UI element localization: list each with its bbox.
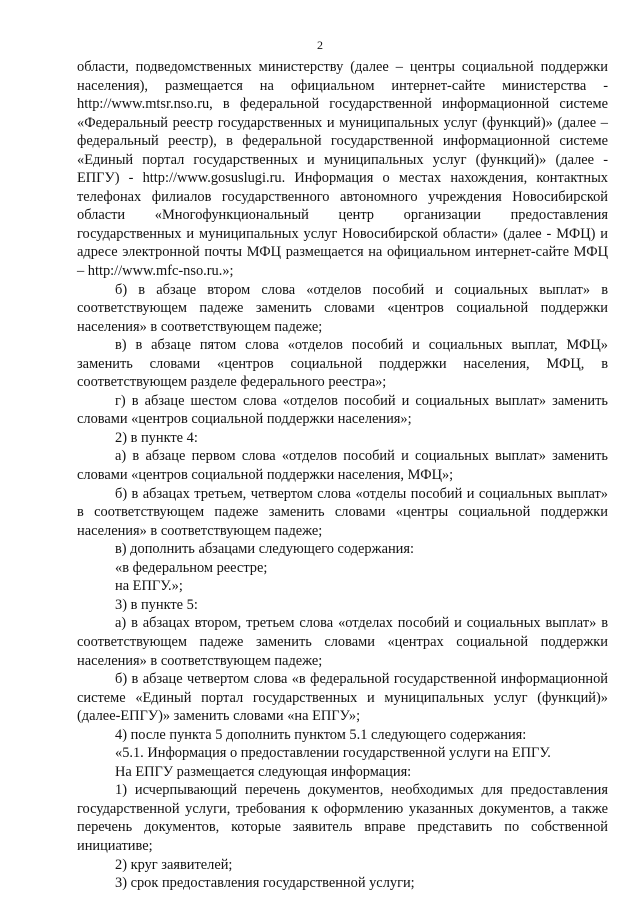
paragraph: 3) срок предоставления государственной услуги; [115,875,415,892]
paragraph: б) в абзацах третьем, четвертом слова «отделы пособий и социальных выплат» в соответствующем падеже заменить словами «центры социальной поддержки населения» в соответствующем падеже; [77,485,608,539]
paragraph: 2) круг заявителей; [115,856,233,873]
paragraph: 1) исчерпывающий перечень документов, необходимых для предоставления государственной услуги, требования к оформлению указанных документов, а также перечень документов, которые заявитель вправе представить по собственной инициативе; [77,782,608,854]
paragraph: в) в абзаце пятом слова «отделов пособий и социальных выплат, МФЦ» заменить словами «центров социальной поддержки населения, МФЦ, в соответствующем разделе федерального реестра»; [77,337,608,391]
page-number: 2 [317,38,323,52]
paragraph: в) дополнить абзацами следующего содержания: [115,541,414,558]
paragraph: «в федеральном реестре; [115,559,268,576]
paragraph: б) в абзаце четвертом слова «в федеральной государственной информационной системе «Единый портал государственных и муниципальных услуг (функций)» (далее-ЕПГУ)» заменить словами «на ЕПГУ»; [77,671,608,725]
paragraph: «5.1. Информация о предоставлении государственной услуги на ЕПГУ. [115,745,551,762]
paragraph: на ЕПГУ.»; [115,578,183,595]
paragraph: 2) в пункте 4: [115,429,198,446]
paragraph: 4) после пункта 5 дополнить пунктом 5.1 следующего содержания: [115,726,527,743]
paragraph: г) в абзаце шестом слова «отделов пособий и социальных выплат» заменить словами «центров социальной поддержки населения»; [77,392,608,428]
paragraph: области, подведомственных министерству (далее – центры социальной поддержки населения), размещается на официальном интернет-сайте министерства - http://www.mtsr.nso.ru, в федеральной государственной информационной системе «Федеральный реестр государственных и муниципальных услуг (функций)» (далее – федеральный реестр), в федеральной государственной информационной системе «Единый портал государственных и муниципальных услуг (функций)» (далее - ЕПГУ) - http://www.gosuslugi.ru. Информация о местах нахождения, контактных телефонах филиалов государственного автономного учреждения Новосибирской области «Многофункциональный центр организации предоставления государственных и муниципальных услуг Новосибирской области» (далее - МФЦ) и адресе электронной почты МФЦ размещается на официальном интернет-сайте МФЦ – http://www.mfc-nso.ru.»; [77,59,608,280]
paragraph: а) в абзацах втором, третьем слова «отделах пособий и социальных выплат» в соответствующем падеже заменить словами «центрах социальной поддержки населения» в соответствующем падеже; [77,615,608,669]
paragraph: На ЕПГУ размещается следующая информация: [115,763,412,780]
paragraph: а) в абзаце первом слова «отделов пособий и социальных выплат» заменить словами «центров социальной поддержки населения, МФЦ»; [77,448,608,484]
paragraph: б) в абзаце втором слова «отделов пособий и социальных выплат» в соответствующем падеже заменить словами «центров социальной поддержки населения» в соответствующем падеже; [77,281,608,335]
paragraph: 3) в пункте 5: [115,596,198,613]
document-body [77,58,608,893]
